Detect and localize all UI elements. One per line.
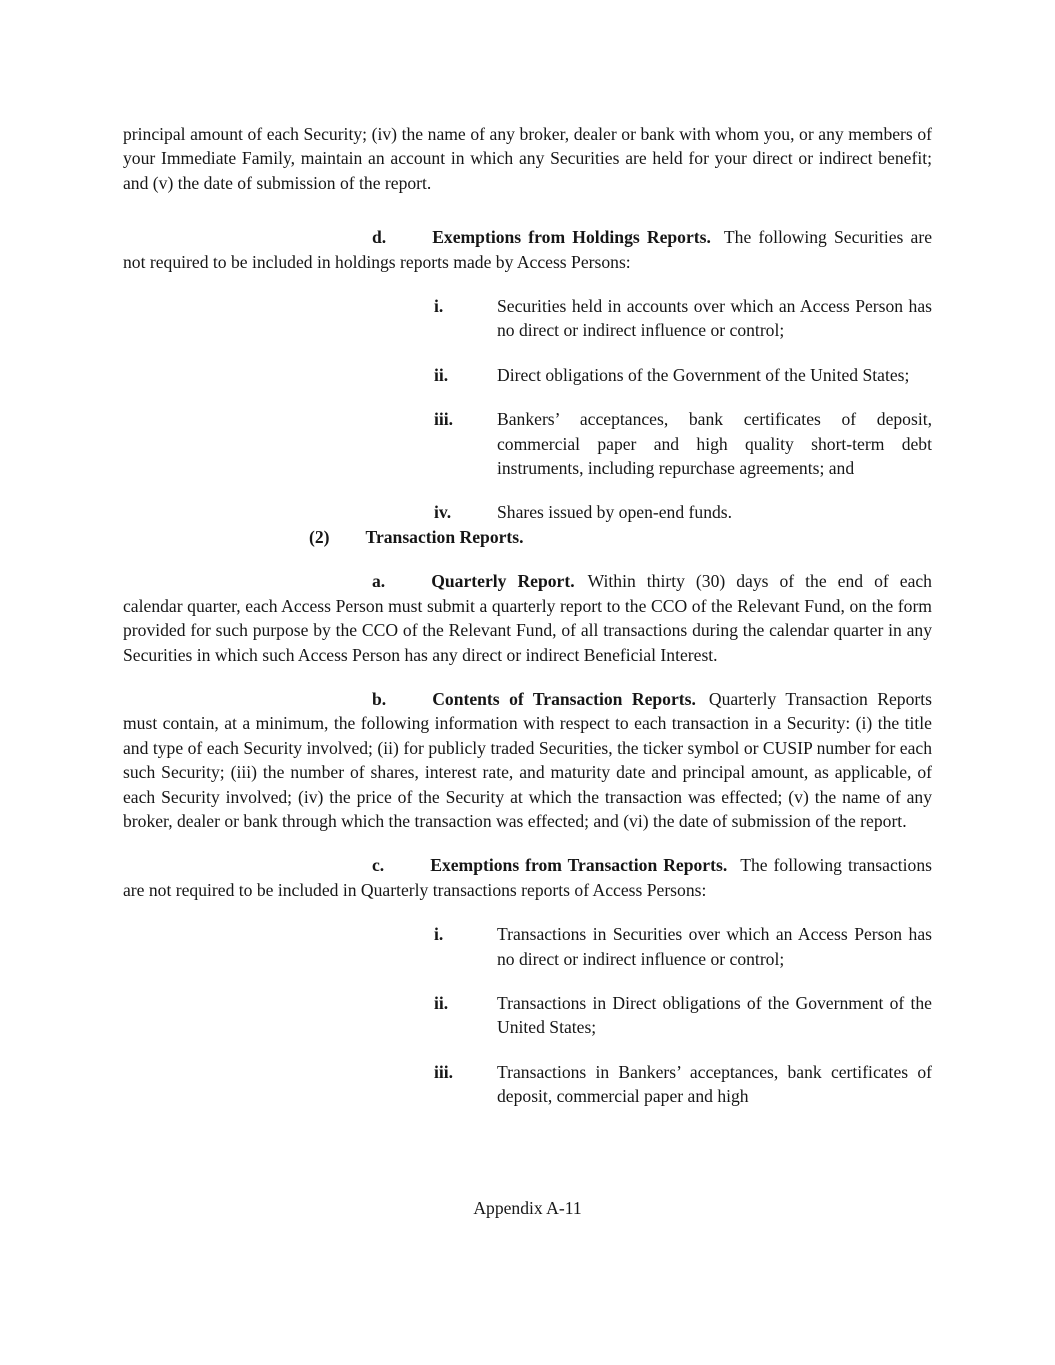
section-d-heading: Exemptions from Holdings Reports.	[432, 227, 711, 248]
list-item-marker: ii.	[434, 364, 449, 385]
section-2-heading: Transaction Reports.	[365, 526, 524, 547]
section-d-paragraph	[123, 225, 932, 274]
list-item	[434, 294, 932, 343]
list-item-text: Transactions in Securities over which an Access Person has no direct or indirect influence or control;	[497, 924, 932, 969]
continued-paragraph: principal amount of each Security; (iv) the name of any broker, dealer or bank with whom you, or any members of your Immediate Family, maintain an account in which any Securities are held for your direct or indirect benefit; and (v) the date of submission of the report.	[123, 124, 932, 193]
transaction-exemptions-list	[434, 922, 932, 1108]
section-c-label: c.	[372, 855, 385, 876]
section-d-label: d.	[372, 227, 387, 248]
section-b-body: Quarterly Transaction Reports must contain, at a minimum, the following information with respect to each transaction in a Security: (i) the title and type of each Security involved; (ii) for publicly traded Securities, the ticker symbol or CUSIP number for each such Security; (iii) the number of shares, interest rate, and maturity date and principal amount, as applicable, of each Security involved; (iv) the price of the Security at which the transaction was effected; (v) the name of any broker, dealer or bank through which the transaction was effected; and (vi) the date of submission of the report.	[123, 688, 932, 831]
section-b-label: b.	[372, 688, 387, 709]
list-item-marker: iii.	[434, 1061, 454, 1082]
section-a-body: Within thirty (30) days of the end of each calendar quarter, each Access Person must submit a quarterly report to the CCO of the Relevant Fund, on the form provided for such purpose by the CCO of the Relevant Fund, of all transactions during the calendar quarter in any Securities in which such Access Person has any direct or indirect Beneficial Interest.	[123, 571, 932, 665]
list-item-text: Direct obligations of the Government of the United States;	[497, 364, 910, 385]
section-a-heading: Quarterly Report.	[431, 571, 575, 592]
list-item	[434, 363, 932, 387]
list-item-marker: i.	[434, 924, 444, 945]
section-2-marker: (2)	[309, 526, 330, 547]
list-item-text: Transactions in Bankers’ acceptances, bank certificates of deposit, commercial paper and high	[497, 1061, 932, 1107]
list-item-text: Transactions in Direct obligations of the Government of the United States;	[497, 992, 932, 1038]
list-item-text: Shares issued by open-end funds.	[497, 502, 733, 523]
list-item	[434, 991, 932, 1040]
section-2-heading-line	[123, 525, 932, 549]
list-item-marker: iii.	[434, 409, 454, 430]
list-item-marker: iv.	[434, 502, 452, 523]
list-item-text: Bankers’ acceptances, bank certificates of deposit, commercial paper and high quality short-term debt instruments, including repurchase agreements; and	[497, 409, 932, 479]
list-item	[434, 500, 932, 524]
section-c-body: The following transactions are not required to be included in Quarterly transactions reports of Access Persons:	[123, 855, 932, 900]
document-body	[123, 122, 932, 1109]
list-item	[434, 922, 932, 971]
section-b-heading: Contents of Transaction Reports.	[432, 688, 696, 709]
section-c-paragraph	[123, 853, 932, 902]
list-item-marker: i.	[434, 296, 444, 317]
list-item	[434, 407, 932, 480]
section-a-paragraph	[123, 569, 932, 667]
section-b-paragraph	[123, 687, 932, 833]
section-d-body: The following Securities are not required to be included in holdings reports made by Access Persons:	[123, 227, 932, 272]
list-item-text: Securities held in accounts over which an Access Person has no direct or indirect influence or control;	[497, 296, 932, 341]
list-item-marker: ii.	[434, 992, 449, 1013]
page-footer: Appendix A-11	[473, 1198, 582, 1218]
section-c-heading: Exemptions from Transaction Reports.	[430, 855, 728, 876]
section-a-label: a.	[372, 571, 386, 592]
holdings-exemptions-list	[434, 294, 932, 525]
list-item	[434, 1060, 932, 1109]
